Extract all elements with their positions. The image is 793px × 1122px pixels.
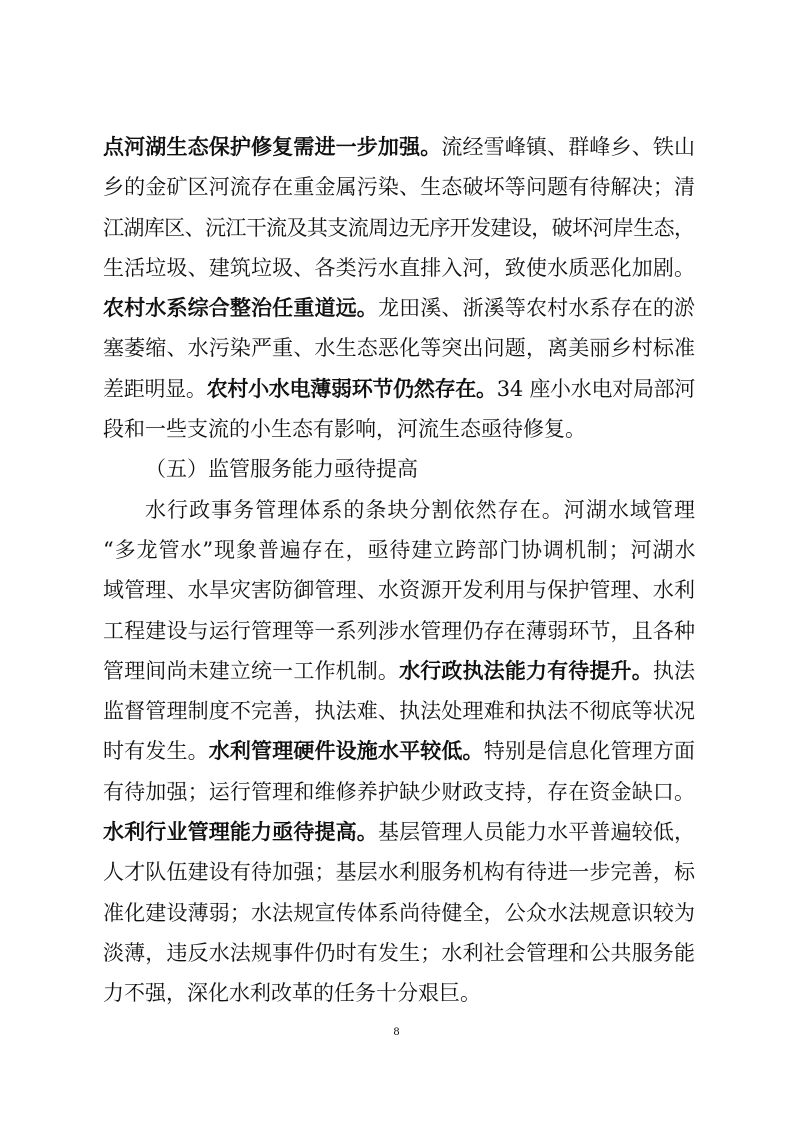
text-line: [103, 127, 695, 167]
text-line: 监督管理制度不完善，执法难、执法处理难和执法不彻底等状况: [103, 699, 696, 724]
page-number: 8: [393, 1024, 400, 1038]
text-line: [103, 651, 695, 691]
body-text: 河湖水域管理: [563, 497, 697, 522]
bold-heading-text: 农村小水电薄弱环节仍然存在。: [206, 375, 497, 401]
text-line: 有待加强；运行管理和维修养护缺少财政支持，存在资金缺口。: [103, 779, 696, 804]
body-text: 34 座小水电对局部河: [496, 376, 696, 401]
text-line: [103, 288, 695, 328]
document-body: [103, 127, 695, 1014]
text-line: 乡的金矿区河流存在重金属污染、生态破坏等问题有待解决；清: [103, 175, 696, 200]
text-line: 工程建设与运行管理等一系列涉水管理仍存在薄弱环节，且各种: [103, 618, 696, 643]
text-line: 力不强，深化水利改革的任务十分艰巨。: [103, 981, 481, 1006]
text-line: 淡薄，违反水法规事件仍时有发生；水利社会管理和公共服务能: [103, 940, 696, 965]
text-line: 生活垃圾、建筑垃圾、各类污水直排入河，致使水质恶化加剧。: [103, 255, 696, 280]
body-text: 特别是信息化管理方面: [483, 739, 696, 764]
text-line: “多龙管水”现象普遍存在，亟待建立跨部门协调机制；河湖水: [103, 537, 697, 562]
section-heading: （五）监管服务能力亟待提高: [145, 457, 418, 482]
text-line: 塞萎缩、水污染严重、水生态恶化等突出问题，离美丽乡村标准: [103, 336, 696, 361]
body-text: 管理间尚未建立统一工作机制。: [103, 658, 400, 683]
body-text: 水行政事务管理体系的条块分割依然存在。: [145, 497, 564, 522]
body-text: 龙田溪、浙溪等农村水系存在的淤: [377, 296, 696, 321]
text-line: [103, 812, 695, 852]
text-line: [103, 369, 695, 409]
bold-heading-text: 点河湖生态保护修复需进一步加强。: [103, 134, 442, 159]
text-line: 段和一些支流的小生态有影响，河流生态亟待修复。: [103, 417, 586, 442]
text-line: 准化建设薄弱；水法规宣传体系尚待健全，公众水法规意识较为: [103, 900, 696, 925]
bold-heading-text: 农村水系综合整治任重道远。: [103, 295, 378, 321]
body-text: 执法: [652, 658, 696, 683]
body-text: 基层管理人员能力水平普遍较低，: [377, 820, 696, 845]
text-line: [103, 490, 695, 530]
body-text: 时有发生。: [103, 739, 209, 764]
text-line: 江湖库区、沅江干流及其支流周边无序开发建设，破坏河岸生态，: [103, 215, 695, 240]
bold-heading-text: 水利管理硬件设施水平较低。: [208, 738, 484, 764]
bold-heading-text: 水行政执法能力有待提升。: [399, 657, 653, 683]
text-line: 人才队伍建设有待加强；基层水利服务机构有待进一步完善，标: [103, 860, 696, 885]
body-text: 流经雪峰镇、群峰乡、铁山: [441, 135, 696, 159]
bold-heading-text: 水利行业管理能力亟待提高。: [103, 819, 378, 845]
body-text: 差距明显。: [103, 376, 207, 401]
text-line: 域管理、水旱灾害防御管理、水资源开发利用与保护管理、水利: [103, 578, 696, 603]
text-line: [103, 731, 695, 771]
